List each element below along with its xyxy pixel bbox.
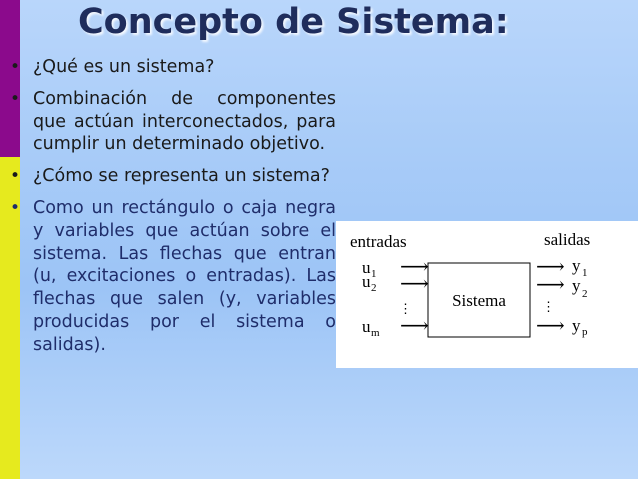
output-arrow-icon: ⟶ [536, 315, 565, 337]
output-symbol: y [572, 276, 581, 295]
slide-title: Concepto de Sistema: [78, 2, 509, 42]
bullet-item [10, 197, 336, 357]
input-symbol: u [362, 317, 371, 336]
bullet-dot-icon: • [10, 57, 21, 77]
output-arrow-icon: ⟶ [536, 274, 565, 296]
output-signal [536, 315, 588, 338]
output-subscript: 1 [582, 267, 588, 279]
output-ellipsis-icon: ⋮ [542, 299, 555, 314]
outputs-label: salidas [544, 230, 591, 249]
bullet-text: ¿Qué es un sistema? [33, 57, 215, 77]
output-signal [536, 274, 588, 300]
bullet-item [10, 88, 336, 156]
input-subscript: 1 [371, 268, 377, 280]
input-arrow-icon: ⟶ [400, 273, 429, 295]
input-arrow-icon: ⟶ [400, 256, 429, 278]
system-diagram-svg [336, 221, 638, 368]
bullet-item [10, 165, 336, 188]
input-arrow-icon: ⟶ [400, 315, 429, 337]
input-subscript: 2 [371, 282, 377, 294]
bullet-item [10, 56, 336, 79]
bullet-dot-icon: • [10, 88, 21, 109]
system-diagram [336, 221, 638, 368]
input-subscript: m [371, 327, 380, 339]
inputs-label: entradas [350, 232, 407, 251]
bullet-text: Combinación de componentes que actúan interconectados, para cumplir un determinado objetivo. [33, 88, 336, 155]
output-symbol: y [572, 256, 581, 275]
output-subscript: 2 [582, 288, 588, 300]
system-label: Sistema [452, 291, 506, 310]
bullet-text: ¿Cómo se representa un sistema? [33, 166, 330, 187]
output-symbol: y [572, 316, 581, 335]
input-signal [362, 315, 429, 339]
input-symbol: u [362, 258, 371, 277]
output-arrow-icon: ⟶ [536, 256, 565, 278]
bullet-text: Como un rectángulo o caja negra y variables que actúan sobre el sistema. Las flechas que entran (u, excitaciones o entradas). Las flechas que salen (y, variables producidas por el sistema o salidas). [33, 197, 336, 355]
bullet-dot-icon: • [10, 197, 21, 218]
bullet-dot-icon: • [10, 166, 21, 187]
bullet-list [10, 56, 336, 366]
input-ellipsis-icon: ⋮ [399, 301, 412, 316]
output-subscript: p [582, 326, 588, 338]
input-symbol: u [362, 272, 371, 291]
